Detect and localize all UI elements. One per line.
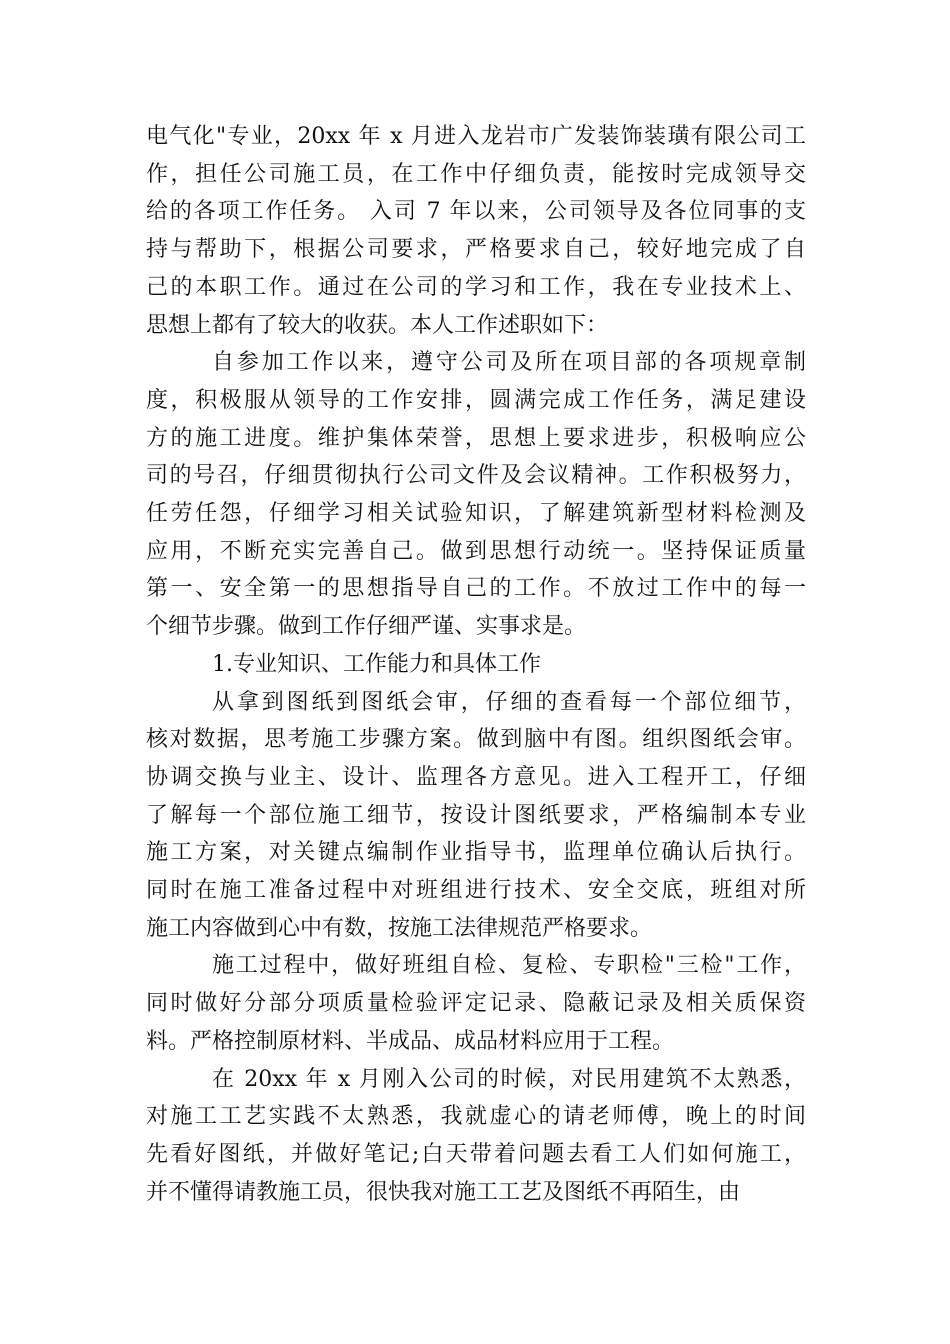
text-line: 第一、安全第一的思想指导自己的工作。不放过工作中的每一 <box>146 576 806 602</box>
text-line: 1.专业知识、工作能力和具体工作 <box>212 651 541 677</box>
text-line: 了解每一个部位施工细节，按设计图纸要求，严格编制本专业 <box>146 802 806 828</box>
text-line: 料。严格控制原材料、半成品、成品材料应用于工程。 <box>146 1028 675 1054</box>
paragraph <box>146 947 806 1060</box>
text-line: 己的本职工作。通过在公司的学习和工作，我在专业技术上、 <box>146 274 806 300</box>
text-line: 同时做好分部分项质量检验评定记录、隐蔽记录及相关质保资 <box>146 991 806 1017</box>
paragraph <box>146 684 806 948</box>
text-line: 施工过程中，做好班组自检、复检、专职检"三检"工作， <box>212 953 806 979</box>
text-line: 先看好图纸，并做好笔记;白天带着问题去看工人们如何施工， <box>146 1141 806 1167</box>
text-line: 协调交换与业主、设计、监理各方意见。进入工程开工，仔细 <box>146 764 806 790</box>
text-line: 持与帮助下，根据公司要求，严格要求自己，较好地完成了自 <box>146 237 806 263</box>
text-line: 给的各项工作任务。 入司 7 年以来，公司领导及各位同事的支 <box>146 199 806 225</box>
text-line: 作，担任公司施工员，在工作中仔细负责，能按时完成领导交 <box>146 161 806 187</box>
text-line: 从拿到图纸到图纸会审，仔细的查看每一个部位细节， <box>212 689 806 715</box>
text-line: 对施工工艺实践不太熟悉，我就虚心的请老师傅，晚上的时间 <box>146 1104 806 1130</box>
document-body <box>146 118 806 1211</box>
text-line: 方的施工进度。维护集体荣誉，思想上要求进步，积极响应公 <box>146 425 806 451</box>
text-line: 自参加工作以来，遵守公司及所在项目部的各项规章制 <box>212 350 806 376</box>
paragraph <box>146 646 806 684</box>
text-line: 并不懂得请教施工员，很快我对施工工艺及图纸不再陌生，由 <box>146 1179 741 1205</box>
paragraph <box>146 118 806 344</box>
paragraph <box>146 344 806 646</box>
text-line: 核对数据，思考施工步骤方案。做到脑中有图。组织图纸会审。 <box>146 727 806 753</box>
text-line: 应用，不断充实完善自己。做到思想行动统一。坚持保证质量 <box>146 538 806 564</box>
text-line: 度，积极服从领导的工作安排，圆满完成工作任务，满足建设 <box>146 387 806 413</box>
text-line: 在 20xx 年 x 月刚入公司的时候，对民用建筑不太熟悉， <box>212 1066 806 1092</box>
text-line: 施工方案，对关键点编制作业指导书，监理单位确认后执行。 <box>146 840 806 866</box>
text-line: 任劳任怨，仔细学习相关试验知识，了解建筑新型材料检测及 <box>146 501 806 527</box>
text-line: 电气化"专业，20xx 年 x 月进入龙岩市广发装饰装璜有限公司工 <box>146 124 806 149</box>
text-line: 个细节步骤。做到工作仔细严谨、实事求是。 <box>146 614 587 640</box>
text-line: 司的号召，仔细贯彻执行公司文件及会议精神。工作积极努力， <box>146 463 806 489</box>
paragraph <box>146 1061 806 1212</box>
text-line: 施工内容做到心中有数，按施工法律规范严格要求。 <box>146 915 653 941</box>
text-line: 思想上都有了较大的收获。本人工作述职如下： <box>146 312 609 338</box>
text-line: 同时在施工准备过程中对班组进行技术、安全交底，班组对所 <box>146 878 806 904</box>
